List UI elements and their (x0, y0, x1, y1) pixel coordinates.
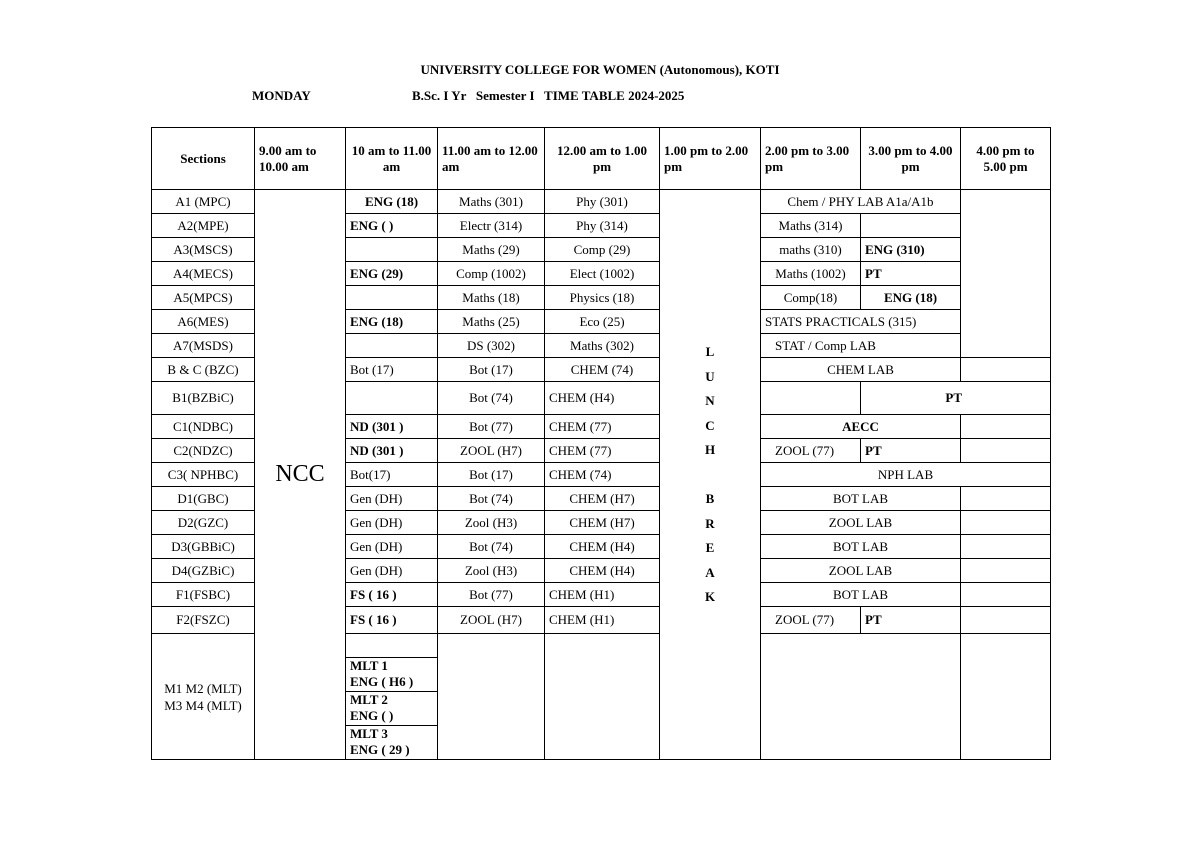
mlt-room: ENG ( 29 ) (350, 742, 410, 757)
section-cell: C3( NPHBC) (152, 463, 255, 487)
period-cell: BOT LAB (761, 583, 961, 607)
mlt-label: MLT 1 (350, 658, 388, 673)
lunch-letter: E (705, 540, 715, 555)
period-cell: Bot (17) (346, 358, 438, 382)
period-cell: Zool (H3) (438, 559, 545, 583)
section-line: M3 M4 (MLT) (164, 697, 242, 713)
period-cell (961, 535, 1051, 559)
period-cell: FS ( 16 ) (346, 607, 438, 634)
period-cell (961, 583, 1051, 607)
lunch-break-cell (660, 190, 761, 760)
period-cell (438, 634, 545, 760)
period-cell: ZOOL LAB (761, 511, 961, 535)
period-cell (346, 238, 438, 262)
period-cell: STAT / Comp LAB (761, 334, 961, 358)
period-cell: ENG (310) (861, 238, 961, 262)
period-cell (961, 559, 1051, 583)
section-cell: D4(GZBiC) (152, 559, 255, 583)
period-cell: CHEM (H7) (545, 487, 660, 511)
period-cell: Gen (DH) (346, 535, 438, 559)
period-cell: Maths (29) (438, 238, 545, 262)
period-cell: Maths (18) (438, 286, 545, 310)
col-header-10am: 10 am to 11.00 am (346, 128, 438, 190)
header-row (152, 128, 1051, 190)
mlt-block (346, 691, 437, 725)
period-cell (761, 382, 861, 415)
mlt-block (346, 657, 437, 691)
day-label: MONDAY (252, 88, 311, 103)
period-cell: BOT LAB (761, 535, 961, 559)
mlt-room: ENG ( ) (350, 708, 394, 723)
mlt-label: MLT 2 (350, 692, 388, 707)
col-header-1pm: 1.00 pm to 2.00 pm (660, 128, 761, 190)
lunch-letter: U (705, 368, 715, 384)
section-cell: B1(BZBiC) (152, 382, 255, 415)
period-cell: CHEM (H7) (545, 511, 660, 535)
period-cell (761, 634, 961, 760)
col-header-9am: 9.00 am to 10.00 am (255, 128, 346, 190)
period-cell: CHEM (H4) (545, 382, 660, 415)
mlt-cell (346, 634, 438, 760)
period-cell: ENG ( ) (346, 214, 438, 238)
section-cell: A3(MSCS) (152, 238, 255, 262)
section-cell: D3(GBBiC) (152, 535, 255, 559)
period-cell: ZOOL (H7) (438, 607, 545, 634)
period-cell (961, 190, 1051, 358)
period-cell: CHEM (H4) (545, 535, 660, 559)
page-title: UNIVERSITY COLLEGE FOR WOMEN (Autonomous), KOTI (420, 62, 780, 77)
section-cell: A1 (MPC) (152, 190, 255, 214)
period-cell: ENG (18) (346, 310, 438, 334)
col-header-3pm: 3.00 pm to 4.00 pm (861, 128, 961, 190)
period-cell: Chem / PHY LAB A1a/A1b (761, 190, 961, 214)
period-cell: STATS PRACTICALS (315) (761, 310, 961, 334)
period-cell: Electr (314) (438, 214, 545, 238)
mlt-label: MLT 3 (350, 726, 388, 741)
lunch-letter: B (705, 491, 715, 506)
period-cell: Bot (77) (438, 415, 545, 439)
period-cell: CHEM LAB (761, 358, 961, 382)
period-cell: CHEM (77) (545, 439, 660, 463)
period-cell: ENG (29) (346, 262, 438, 286)
period-cell: ND (301 ) (346, 415, 438, 439)
period-cell: DS (302) (438, 334, 545, 358)
period-cell (961, 634, 1051, 760)
lunch-letter: N (705, 393, 715, 408)
period-cell: Comp(18) (761, 286, 861, 310)
period-cell: maths (310) (761, 238, 861, 262)
period-cell: Gen (DH) (346, 511, 438, 535)
period-cell: Eco (25) (545, 310, 660, 334)
period-cell (961, 511, 1051, 535)
timetable (151, 127, 1051, 760)
period-cell: Bot (17) (438, 358, 545, 382)
period-cell: CHEM (H1) (545, 583, 660, 607)
period-cell (961, 439, 1051, 463)
section-cell: B & C (BZC) (152, 358, 255, 382)
period-cell: PT (861, 382, 1051, 415)
period-cell: Bot(17) (346, 463, 438, 487)
period-cell: Zool (H3) (438, 511, 545, 535)
period-cell: FS ( 16 ) (346, 583, 438, 607)
section-line: M1 M2 (MLT) (164, 680, 242, 696)
period-cell: Bot (74) (438, 487, 545, 511)
table-row (152, 190, 1051, 214)
col-header-4pm: 4.00 pm to 5.00 pm (961, 128, 1051, 190)
period-cell: Maths (301) (438, 190, 545, 214)
period-cell: Bot (17) (438, 463, 545, 487)
period-cell: CHEM (74) (545, 358, 660, 382)
lunch-gap (664, 463, 756, 488)
period-cell: Bot (77) (438, 583, 545, 607)
period-cell: Elect (1002) (545, 262, 660, 286)
section-cell: A7(MSDS) (152, 334, 255, 358)
period-cell (861, 214, 961, 238)
section-cell: C1(NDBC) (152, 415, 255, 439)
period-cell: ND (301 ) (346, 439, 438, 463)
section-cell: F1(FSBC) (152, 583, 255, 607)
period-cell: CHEM (H4) (545, 559, 660, 583)
period-cell: PT (861, 439, 961, 463)
section-cell: A6(MES) (152, 310, 255, 334)
lunch-letter: C (705, 417, 715, 433)
mlt-room: ENG ( H6 ) (350, 674, 414, 689)
period-cell (961, 607, 1051, 634)
section-cell: D2(GZC) (152, 511, 255, 535)
period-cell (545, 634, 660, 760)
period-cell: CHEM (77) (545, 415, 660, 439)
period-cell: ENG (18) (346, 190, 438, 214)
section-cell: A5(MPCS) (152, 286, 255, 310)
period-cell: Maths (25) (438, 310, 545, 334)
lunch-letter: H (704, 442, 716, 457)
period-cell: CHEM (74) (545, 463, 660, 487)
period-cell: Phy (314) (545, 214, 660, 238)
section-cell: C2(NDZC) (152, 439, 255, 463)
period-cell: Comp (29) (545, 238, 660, 262)
timetable-subtitle: B.Sc. I Yr Semester I TIME TABLE 2024-2025 (412, 88, 685, 103)
period-cell: Bot (74) (438, 535, 545, 559)
lunch-letter: L (705, 344, 715, 359)
section-cell: D1(GBC) (152, 487, 255, 511)
period-cell: ZOOL (H7) (438, 439, 545, 463)
col-header-12pm: 12.00 am to 1.00 pm (545, 128, 660, 190)
period-cell: BOT LAB (761, 487, 961, 511)
period-cell: NPH LAB (761, 463, 1051, 487)
period-cell (961, 415, 1051, 439)
period-cell: Maths (302) (545, 334, 660, 358)
period-cell: Physics (18) (545, 286, 660, 310)
period-cell: CHEM (H1) (545, 607, 660, 634)
lunch-letter: K (704, 589, 716, 604)
col-header-2pm: 2.00 pm to 3.00 pm (761, 128, 861, 190)
section-cell: A4(MECS) (152, 262, 255, 286)
section-cell: A2(MPE) (152, 214, 255, 238)
period-cell: PT (861, 607, 961, 634)
period-cell: ENG (18) (861, 286, 961, 310)
col-header-sections: Sections (152, 128, 255, 190)
section-cell: F2(FSZC) (152, 607, 255, 634)
period-cell: ZOOL (77) (761, 439, 861, 463)
period-cell: ZOOL (77) (761, 607, 861, 634)
period-cell: Comp (1002) (438, 262, 545, 286)
period-cell: AECC (761, 415, 961, 439)
col-header-11am: 11.00 am to 12.00 am (438, 128, 545, 190)
period-cell (961, 487, 1051, 511)
ncc-cell: NCC (255, 190, 346, 760)
lunch-letter: R (705, 515, 715, 531)
period-cell: Maths (314) (761, 214, 861, 238)
period-cell: Gen (DH) (346, 559, 438, 583)
period-cell: ZOOL LAB (761, 559, 961, 583)
period-cell (346, 286, 438, 310)
section-cell (152, 634, 255, 760)
period-cell: PT (861, 262, 961, 286)
lunch-letter: A (705, 564, 715, 580)
period-cell: Bot (74) (438, 382, 545, 415)
period-cell (346, 334, 438, 358)
period-cell: Gen (DH) (346, 487, 438, 511)
period-cell (346, 382, 438, 415)
period-cell: Maths (1002) (761, 262, 861, 286)
mlt-block (346, 725, 437, 759)
period-cell: Phy (301) (545, 190, 660, 214)
period-cell (961, 358, 1051, 382)
